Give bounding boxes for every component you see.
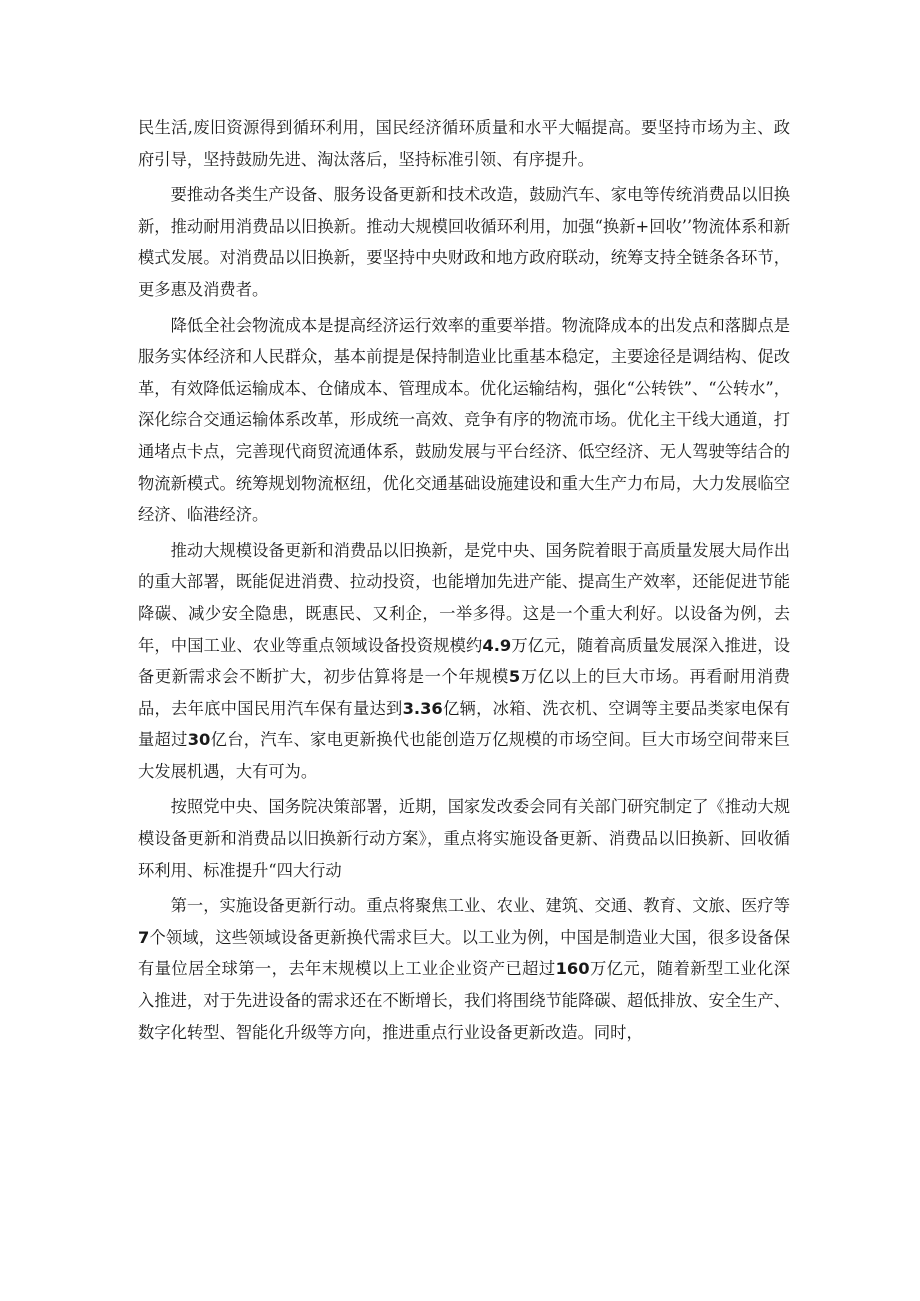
paragraph-6	[138, 890, 790, 1048]
paragraph-6-seg-2: 个领域，这些领域设备更新换代需求巨大。以工业为例，中国是制造业大国，很多设备保有量位居全球第一，去年末规模以上工业企业资产已超过	[138, 927, 790, 979]
paragraph-4-seg-2: 万亿元，随着高质量发展深入推进，设备更新需求会不断扩大，初步估算将是一个年规模	[138, 635, 790, 687]
paragraph-4-num-investment: 4.9	[482, 635, 512, 655]
paragraph-4-num-appliances: 30	[187, 730, 211, 750]
paragraph-6-seg-0: 第一，实施设备更新行动。重点将聚焦工业、农业、建筑、交通、教育、文旅、医疗等	[170, 896, 790, 916]
paragraph-4-seg-8: 亿台，汽车、家电更新换代也能创造万亿规模的市场空间。巨大市场空间带来巨大发展机遇，大有可为。	[138, 730, 790, 781]
paragraph-4-seg-4: 万亿以上的巨大市场。再看耐用消费品，去年底中国民用汽车保有量达到	[138, 667, 790, 718]
paragraph-6-num-assets: 160	[555, 959, 590, 979]
paragraph-3: 降低全社会物流成本是提高经济运行效率的重要举措。物流降成本的出发点和落脚点是服务实体经济和人民群众，基本前提是保持制造业比重基本稳定，主要途径是调结构、促改革，有效降低运输成本、仓储成本、管理成本。优化运输结构，强化“公转铁”、“公转水”，深化综合交通运输体系改革，形成统一高效、竞争有序的物流市场。优化主干线大通道，打通堵点卡点，完善现代商贸流通体系，鼓励发展与平台经济、低空经济、无人驾驶等结合的物流新模式。统筹规划物流枢纽，优化交通基础设施建设和重大生产力布局，大力发展临空经济、临港经济。	[138, 315, 790, 525]
paragraph-1: 民生活,废旧资源得到循环利用，国民经济循环质量和水平大幅提高。要坚持市场为主、政府引导，坚持鼓励先进、淘汰落后，坚持标准引领、有序提升。	[138, 118, 790, 169]
paragraph-5: 按照党中央、国务院决策部署，近期，国家发改委会同有关部门研究制定了《推动大规模设备更新和消费品以旧换新行动方案》，重点将实施设备更新、消费品以旧换新、回收循环利用、标准提升“四大行动	[138, 797, 790, 880]
document-page	[138, 112, 790, 1052]
paragraph-4-num-market: 5	[508, 667, 521, 687]
paragraph-2: 要推动各类生产设备、服务设备更新和技术改造，鼓励汽车、家电等传统消费品以旧换新，推动耐用消费品以旧换新。推动大规模回收循环利用，加强“换新+回收’’物流体系和新模式发展。对消费品以旧换新，要坚持中央财政和地方政府联动，统筹支持全链条各环节，更多惠及消费者。	[138, 185, 790, 299]
paragraph-4-seg-0: 推动大规模设备更新和消费品以旧换新，是党中央、国务院着眼于高质量发展大局作出的重大部署，既能促进消费、拉动投资，也能增加先进产能、提高生产效率，还能促进节能降碳、减少安全隐患，既惠民、又利企，一举多得。这是一个重大利好。以设备为例，去年，中国工业、农业等重点领域设备投资规模约	[138, 540, 790, 655]
paragraph-4	[138, 535, 790, 788]
paragraph-6-num-sectors: 7	[138, 927, 150, 947]
paragraph-4-seg-6: 亿辆，冰箱、洗衣机、空调等主要品类家电保有量超过	[138, 698, 790, 750]
paragraph-6-seg-4: 万亿元，随着新型工业化深入推进，对于先进设备的需求还在不断增长，我们将围绕节能降碳、超低排放、安全生产、数字化转型、智能化升级等方向，推进重点行业设备更新改造。同时，	[138, 959, 790, 1042]
paragraph-4-num-vehicles: 3.36	[402, 698, 443, 718]
